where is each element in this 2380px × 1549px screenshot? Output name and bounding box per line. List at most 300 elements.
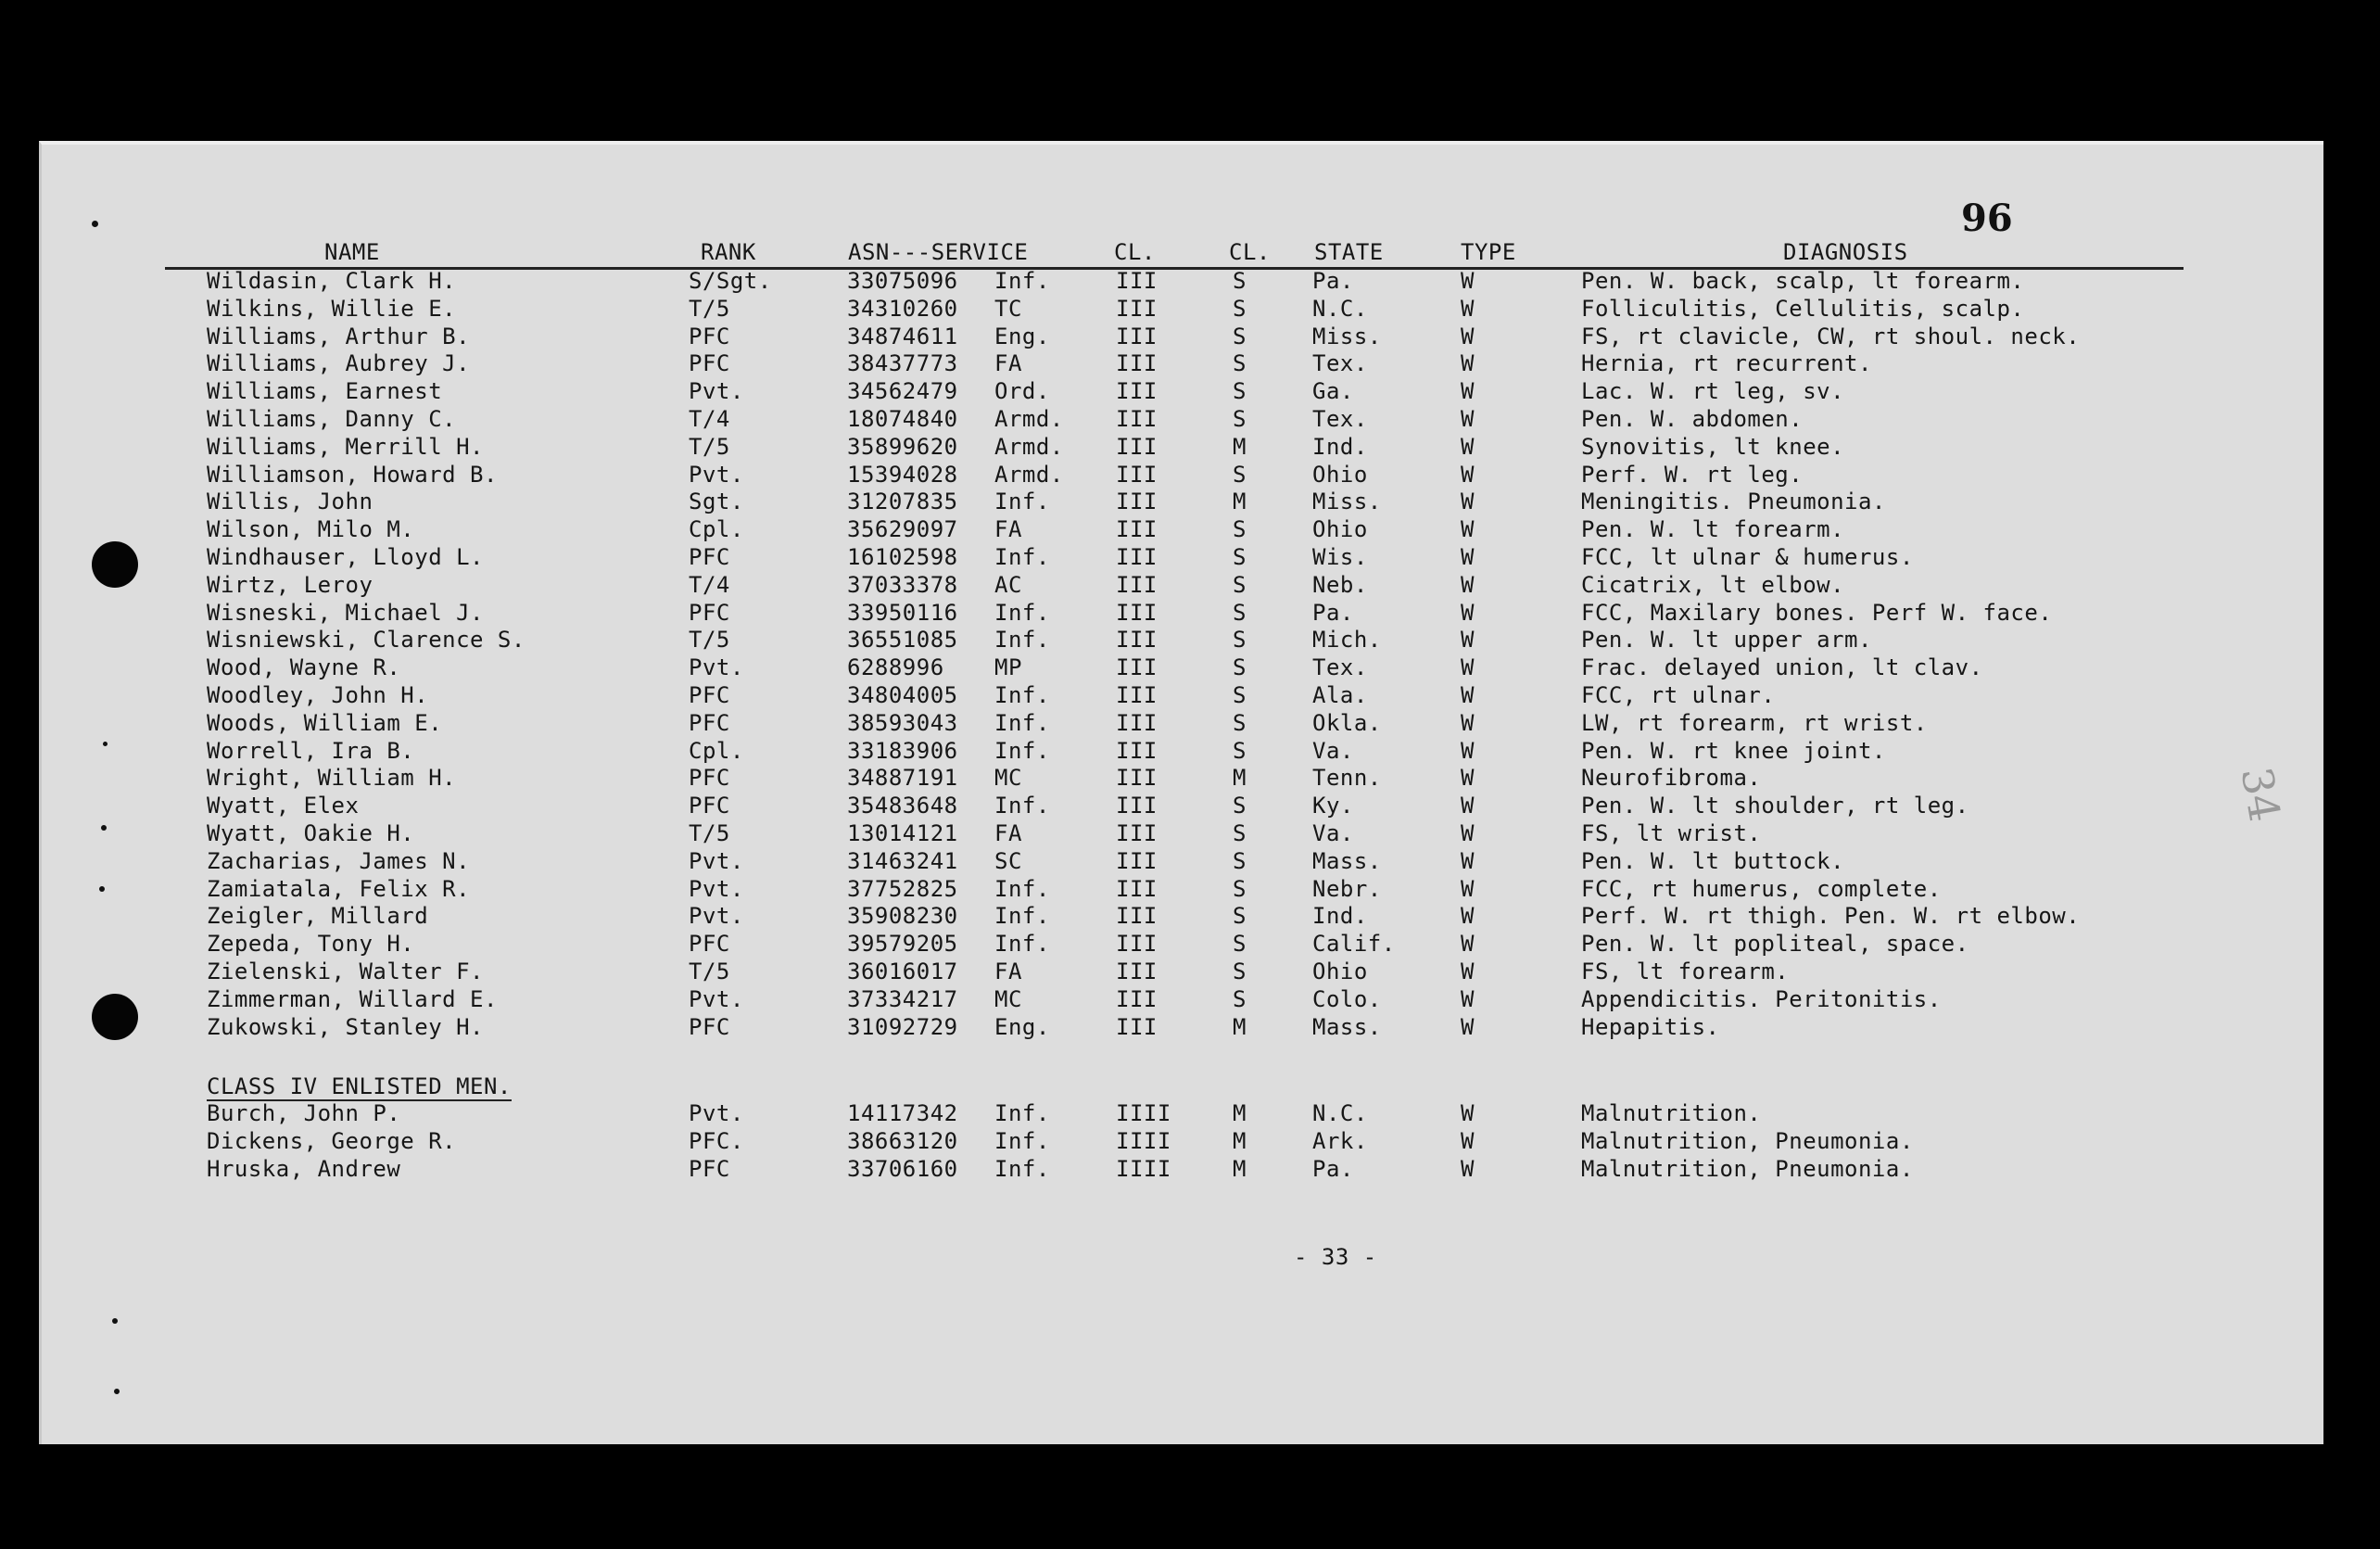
- table-row: [165, 681, 2204, 709]
- cell-rank: PFC: [689, 931, 730, 958]
- cell-rank: Pvt.: [689, 461, 744, 488]
- cell-service: Inf.: [994, 709, 1050, 736]
- cell-diagnosis: Hepapitis.: [1581, 1013, 1720, 1040]
- cell-state: Tex.: [1312, 654, 1368, 681]
- cell-service: Inf.: [994, 737, 1050, 764]
- header-rank: RANK: [701, 239, 756, 265]
- cell-diagnosis: Perf. W. rt thigh. Pen. W. rt elbow.: [1581, 903, 2081, 930]
- cell-name: Wildasin, Clark H.: [207, 268, 457, 294]
- cell-diagnosis: Malnutrition, Pneumonia.: [1581, 1127, 1914, 1154]
- cell-diagnosis: FS, rt clavicle, CW, rt shoul. neck.: [1581, 323, 2081, 349]
- cell-rank: PFC: [689, 765, 730, 792]
- cell-cl1: III: [1116, 654, 1158, 681]
- table-row: [165, 792, 2204, 819]
- cell-name: Burch, John P.: [207, 1100, 401, 1126]
- cell-type: W: [1461, 571, 1475, 598]
- cell-asn: 38437773: [847, 350, 958, 377]
- cell-rank: Pvt.: [689, 1100, 744, 1126]
- table-row: [165, 875, 2204, 903]
- cell-rank: Cpl.: [689, 516, 744, 543]
- cell-service: Inf.: [994, 599, 1050, 626]
- cell-type: W: [1461, 709, 1475, 736]
- table-row: [165, 764, 2204, 792]
- cell-name: Wilkins, Willie E.: [207, 295, 457, 322]
- cell-diagnosis: Lac. W. rt leg, sv.: [1581, 378, 1845, 405]
- cell-name: Woodley, John H.: [207, 681, 429, 708]
- cell-type: W: [1461, 627, 1475, 654]
- cell-service: TC: [994, 295, 1022, 322]
- cell-type: W: [1461, 931, 1475, 958]
- cell-asn: 14117342: [847, 1100, 958, 1126]
- margin-handwritten-note: 34: [2231, 763, 2290, 826]
- cell-state: Wis.: [1312, 543, 1368, 570]
- cell-service: FA: [994, 350, 1022, 377]
- cell-diagnosis: Hernia, rt recurrent.: [1581, 350, 1872, 377]
- records-list-class-iv: [165, 1099, 2204, 1182]
- section-title-class-iv: CLASS IV ENLISTED MEN.: [207, 1073, 512, 1099]
- cell-name: Williams, Danny C.: [207, 405, 457, 432]
- cell-asn: 35483648: [847, 793, 958, 819]
- cell-name: Wood, Wayne R.: [207, 654, 401, 681]
- cell-cl2: S: [1233, 793, 1247, 819]
- cell-service: Eng.: [994, 1013, 1050, 1040]
- cell-cl1: III: [1116, 323, 1158, 349]
- cell-cl2: S: [1233, 985, 1247, 1012]
- cell-cl2: S: [1233, 903, 1247, 930]
- cell-cl1: III: [1116, 903, 1158, 930]
- cell-name: Zeigler, Millard: [207, 903, 429, 930]
- cell-asn: 34562479: [847, 378, 958, 405]
- cell-cl1: III: [1116, 765, 1158, 792]
- cell-cl2: S: [1233, 268, 1247, 294]
- cell-state: Mass.: [1312, 847, 1382, 874]
- cell-asn: 31463241: [847, 847, 958, 874]
- cell-cl1: III: [1116, 985, 1158, 1012]
- speck: [101, 825, 107, 831]
- cell-name: Zimmerman, Willard E.: [207, 985, 498, 1012]
- cell-diagnosis: LW, rt forearm, rt wrist.: [1581, 709, 1928, 736]
- cell-type: W: [1461, 847, 1475, 874]
- cell-rank: T/5: [689, 627, 730, 654]
- cell-service: Inf.: [994, 489, 1050, 515]
- cell-cl1: III: [1116, 350, 1158, 377]
- cell-cl2: M: [1233, 433, 1247, 460]
- cell-name: Zielenski, Walter F.: [207, 958, 484, 984]
- cell-name: Willis, John: [207, 489, 373, 515]
- cell-service: Inf.: [994, 627, 1050, 654]
- cell-type: W: [1461, 350, 1475, 377]
- cell-cl2: M: [1233, 1100, 1247, 1126]
- cell-asn: 37752825: [847, 875, 958, 902]
- cell-state: Tenn.: [1312, 765, 1382, 792]
- cell-diagnosis: Malnutrition, Pneumonia.: [1581, 1155, 1914, 1182]
- cell-cl2: S: [1233, 543, 1247, 570]
- cell-cl1: III: [1116, 268, 1158, 294]
- cell-diagnosis: FS, lt wrist.: [1581, 819, 1762, 846]
- cell-cl2: S: [1233, 378, 1247, 405]
- table-row: [165, 515, 2204, 543]
- table-row: [165, 599, 2204, 627]
- cell-state: Okla.: [1312, 709, 1382, 736]
- cell-name: Zamiatala, Felix R.: [207, 875, 471, 902]
- cell-service: FA: [994, 819, 1022, 846]
- cell-rank: PFC: [689, 1155, 730, 1182]
- cell-diagnosis: FCC, lt ulnar & humerus.: [1581, 543, 1914, 570]
- cell-cl1: III: [1116, 681, 1158, 708]
- table-row: [165, 488, 2204, 515]
- cell-asn: 33075096: [847, 268, 958, 294]
- footer-page-number: - 33 -: [1294, 1244, 1377, 1270]
- cell-cl2: S: [1233, 516, 1247, 543]
- cell-cl1: III: [1116, 1013, 1158, 1040]
- cell-cl2: S: [1233, 737, 1247, 764]
- speck: [92, 221, 98, 227]
- cell-rank: T/4: [689, 571, 730, 598]
- cell-service: Armd.: [994, 405, 1064, 432]
- punch-hole-lower: [92, 994, 138, 1040]
- table-row: [165, 323, 2204, 350]
- cell-rank: Pvt.: [689, 378, 744, 405]
- cell-asn: 31092729: [847, 1013, 958, 1040]
- cell-asn: 39579205: [847, 931, 958, 958]
- cell-rank: T/5: [689, 295, 730, 322]
- cell-state: Pa.: [1312, 268, 1354, 294]
- cell-cl2: S: [1233, 599, 1247, 626]
- cell-diagnosis: Pen. W. lt forearm.: [1581, 516, 1845, 543]
- cell-state: Colo.: [1312, 985, 1382, 1012]
- cell-asn: 34804005: [847, 681, 958, 708]
- cell-service: AC: [994, 571, 1022, 598]
- cell-diagnosis: Pen. W. lt buttock.: [1581, 847, 1845, 874]
- cell-asn: 35629097: [847, 516, 958, 543]
- cell-name: Windhauser, Lloyd L.: [207, 543, 484, 570]
- cell-asn: 33183906: [847, 737, 958, 764]
- cell-state: N.C.: [1312, 295, 1368, 322]
- cell-name: Wyatt, Elex: [207, 793, 360, 819]
- cell-name: Wright, William H.: [207, 765, 457, 792]
- cell-diagnosis: Meningitis. Pneumonia.: [1581, 489, 1886, 515]
- cell-cl2: S: [1233, 627, 1247, 654]
- cell-state: Ky.: [1312, 793, 1354, 819]
- cell-cl1: III: [1116, 405, 1158, 432]
- cell-service: Ord.: [994, 378, 1050, 405]
- cell-type: W: [1461, 543, 1475, 570]
- cell-cl1: IIII: [1116, 1155, 1171, 1182]
- cell-type: W: [1461, 654, 1475, 681]
- cell-name: Zukowski, Stanley H.: [207, 1013, 484, 1040]
- cell-diagnosis: Frac. delayed union, lt clav.: [1581, 654, 1983, 681]
- cell-type: W: [1461, 323, 1475, 349]
- cell-diagnosis: Pen. W. rt knee joint.: [1581, 737, 1886, 764]
- cell-cl1: III: [1116, 793, 1158, 819]
- cell-rank: T/5: [689, 819, 730, 846]
- cell-service: FA: [994, 516, 1022, 543]
- cell-state: Pa.: [1312, 1155, 1354, 1182]
- table-row: [165, 930, 2204, 958]
- cell-asn: 34887191: [847, 765, 958, 792]
- cell-service: Inf.: [994, 875, 1050, 902]
- cell-diagnosis: Pen. W. lt popliteal, space.: [1581, 931, 1969, 958]
- cell-cl2: S: [1233, 819, 1247, 846]
- table-row: [165, 349, 2204, 377]
- table-row: [165, 295, 2204, 323]
- cell-asn: 35899620: [847, 433, 958, 460]
- cell-cl2: S: [1233, 571, 1247, 598]
- cell-type: W: [1461, 681, 1475, 708]
- cell-type: W: [1461, 1100, 1475, 1126]
- cell-service: Eng.: [994, 323, 1050, 349]
- table-row: [165, 1099, 2204, 1127]
- cell-type: W: [1461, 489, 1475, 515]
- cell-diagnosis: Malnutrition.: [1581, 1100, 1762, 1126]
- cell-service: Inf.: [994, 543, 1050, 570]
- cell-name: Williamson, Howard B.: [207, 461, 498, 488]
- cell-type: W: [1461, 819, 1475, 846]
- header-state: STATE: [1314, 239, 1384, 265]
- cell-service: MP: [994, 654, 1022, 681]
- table-row: [165, 543, 2204, 571]
- cell-diagnosis: Cicatrix, lt elbow.: [1581, 571, 1845, 598]
- cell-rank: T/5: [689, 958, 730, 984]
- cell-name: Williams, Earnest: [207, 378, 443, 405]
- table-row: [165, 958, 2204, 985]
- cell-cl2: S: [1233, 405, 1247, 432]
- cell-cl1: III: [1116, 516, 1158, 543]
- punch-hole-upper: [92, 541, 138, 588]
- cell-type: W: [1461, 958, 1475, 984]
- cell-name: Wilson, Milo M.: [207, 516, 415, 543]
- cell-cl1: III: [1116, 931, 1158, 958]
- table-row: [165, 737, 2204, 765]
- cell-rank: PFC: [689, 793, 730, 819]
- cell-state: Calif.: [1312, 931, 1396, 958]
- cell-state: Ind.: [1312, 903, 1368, 930]
- cell-type: W: [1461, 903, 1475, 930]
- table-row: [165, 377, 2204, 405]
- cell-type: W: [1461, 793, 1475, 819]
- cell-state: Ind.: [1312, 433, 1368, 460]
- cell-diagnosis: Pen. W. lt upper arm.: [1581, 627, 1872, 654]
- header-class-2: CL.: [1229, 239, 1271, 265]
- cell-state: Ark.: [1312, 1127, 1368, 1154]
- cell-type: W: [1461, 1155, 1475, 1182]
- cell-cl2: S: [1233, 931, 1247, 958]
- cell-state: Nebr.: [1312, 875, 1382, 902]
- cell-rank: PFC: [689, 323, 730, 349]
- cell-state: Tex.: [1312, 405, 1368, 432]
- cell-asn: 36551085: [847, 627, 958, 654]
- cell-service: Inf.: [994, 1100, 1050, 1126]
- cell-cl1: IIII: [1116, 1100, 1171, 1126]
- cell-asn: 34310260: [847, 295, 958, 322]
- cell-service: Inf.: [994, 268, 1050, 294]
- table-row: [165, 819, 2204, 847]
- cell-service: Armd.: [994, 461, 1064, 488]
- cell-asn: 15394028: [847, 461, 958, 488]
- cell-state: Miss.: [1312, 489, 1382, 515]
- cell-rank: Pvt.: [689, 985, 744, 1012]
- cell-asn: 34874611: [847, 323, 958, 349]
- cell-name: Dickens, George R.: [207, 1127, 457, 1154]
- cell-cl1: III: [1116, 543, 1158, 570]
- cell-cl1: III: [1116, 295, 1158, 322]
- cell-name: Woods, William E.: [207, 709, 443, 736]
- table-row: [165, 267, 2204, 295]
- cell-name: Hruska, Andrew: [207, 1155, 401, 1182]
- cell-service: Inf.: [994, 1155, 1050, 1182]
- cell-type: W: [1461, 1127, 1475, 1154]
- cell-cl1: III: [1116, 571, 1158, 598]
- table-row: [165, 571, 2204, 599]
- cell-cl2: M: [1233, 489, 1247, 515]
- cell-cl2: S: [1233, 461, 1247, 488]
- cell-asn: 38593043: [847, 709, 958, 736]
- cell-type: W: [1461, 599, 1475, 626]
- cell-rank: PFC.: [689, 1127, 744, 1154]
- speck: [114, 1389, 120, 1394]
- cell-type: W: [1461, 461, 1475, 488]
- cell-service: MC: [994, 985, 1022, 1012]
- cell-service: Inf.: [994, 931, 1050, 958]
- cell-rank: T/5: [689, 433, 730, 460]
- table-row: [165, 1127, 2204, 1155]
- cell-cl1: III: [1116, 461, 1158, 488]
- cell-name: Worrell, Ira B.: [207, 737, 415, 764]
- table-row: [165, 1155, 2204, 1183]
- cell-state: Tex.: [1312, 350, 1368, 377]
- cell-name: Williams, Arthur B.: [207, 323, 471, 349]
- cell-diagnosis: Neurofibroma.: [1581, 765, 1762, 792]
- cell-type: W: [1461, 765, 1475, 792]
- cell-service: FA: [994, 958, 1022, 984]
- cell-cl2: S: [1233, 295, 1247, 322]
- cell-cl2: S: [1233, 875, 1247, 902]
- cell-asn: 18074840: [847, 405, 958, 432]
- cell-asn: 36016017: [847, 958, 958, 984]
- cell-name: Zacharias, James N.: [207, 847, 471, 874]
- cell-state: Mass.: [1312, 1013, 1382, 1040]
- cell-cl1: III: [1116, 847, 1158, 874]
- cell-cl2: M: [1233, 765, 1247, 792]
- cell-cl2: S: [1233, 958, 1247, 984]
- cell-diagnosis: Pen. W. back, scalp, lt forearm.: [1581, 268, 2025, 294]
- cell-cl1: IIII: [1116, 1127, 1171, 1154]
- cell-asn: 33950116: [847, 599, 958, 626]
- cell-diagnosis: FS, lt forearm.: [1581, 958, 1790, 984]
- cell-cl2: S: [1233, 681, 1247, 708]
- cell-cl1: III: [1116, 433, 1158, 460]
- table-row: [165, 1013, 2204, 1041]
- cell-state: Va.: [1312, 819, 1354, 846]
- cell-type: W: [1461, 378, 1475, 405]
- cell-type: W: [1461, 268, 1475, 294]
- cell-diagnosis: Synovitis, lt knee.: [1581, 433, 1845, 460]
- cell-service: MC: [994, 765, 1022, 792]
- cell-rank: Pvt.: [689, 875, 744, 902]
- cell-service: Inf.: [994, 1127, 1050, 1154]
- cell-asn: 31207835: [847, 489, 958, 515]
- cell-state: Mich.: [1312, 627, 1382, 654]
- table-row: [165, 709, 2204, 737]
- cell-rank: PFC: [689, 1013, 730, 1040]
- cell-type: W: [1461, 433, 1475, 460]
- page-number: 96: [1961, 197, 2013, 240]
- records-list: [165, 267, 2204, 1040]
- cell-cl1: III: [1116, 489, 1158, 515]
- cell-name: Wirtz, Leroy: [207, 571, 373, 598]
- cell-rank: PFC: [689, 709, 730, 736]
- cell-asn: 16102598: [847, 543, 958, 570]
- table-header: [165, 239, 2184, 270]
- cell-cl1: III: [1116, 378, 1158, 405]
- speck: [103, 742, 108, 746]
- cell-type: W: [1461, 1013, 1475, 1040]
- cell-rank: PFC: [689, 681, 730, 708]
- table-row: [165, 902, 2204, 930]
- cell-state: Ohio: [1312, 461, 1368, 488]
- cell-state: Va.: [1312, 737, 1354, 764]
- cell-rank: Cpl.: [689, 737, 744, 764]
- table-row: [165, 461, 2204, 489]
- cell-cl2: M: [1233, 1013, 1247, 1040]
- cell-service: Inf.: [994, 793, 1050, 819]
- cell-state: Ohio: [1312, 516, 1368, 543]
- cell-diagnosis: Folliculitis, Cellulitis, scalp.: [1581, 295, 2025, 322]
- cell-diagnosis: Pen. W. abdomen.: [1581, 405, 1804, 432]
- cell-service: Inf.: [994, 681, 1050, 708]
- cell-type: W: [1461, 295, 1475, 322]
- cell-cl1: III: [1116, 627, 1158, 654]
- cell-rank: PFC: [689, 350, 730, 377]
- cell-asn: 38663120: [847, 1127, 958, 1154]
- cell-diagnosis: Perf. W. rt leg.: [1581, 461, 1804, 488]
- cell-rank: PFC: [689, 543, 730, 570]
- cell-cl2: S: [1233, 709, 1247, 736]
- cell-cl1: III: [1116, 958, 1158, 984]
- header-class-1: CL.: [1114, 239, 1156, 265]
- cell-cl1: III: [1116, 709, 1158, 736]
- cell-rank: S/Sgt.: [689, 268, 772, 294]
- cell-cl2: M: [1233, 1155, 1247, 1182]
- cell-asn: 33706160: [847, 1155, 958, 1182]
- header-asn-service: ASN---SERVICE: [848, 239, 1029, 265]
- cell-cl2: S: [1233, 323, 1247, 349]
- cell-cl1: III: [1116, 819, 1158, 846]
- cell-asn: 13014121: [847, 819, 958, 846]
- cell-asn: 37334217: [847, 985, 958, 1012]
- cell-asn: 37033378: [847, 571, 958, 598]
- cell-name: Williams, Aubrey J.: [207, 350, 471, 377]
- cell-type: W: [1461, 737, 1475, 764]
- header-diagnosis: DIAGNOSIS: [1783, 239, 1908, 265]
- header-type: TYPE: [1461, 239, 1516, 265]
- cell-cl1: III: [1116, 875, 1158, 902]
- cell-name: Wisneski, Michael J.: [207, 599, 484, 626]
- header-name: NAME: [324, 239, 380, 265]
- cell-service: SC: [994, 847, 1022, 874]
- cell-type: W: [1461, 875, 1475, 902]
- cell-asn: 6288996: [847, 654, 944, 681]
- cell-state: Ga.: [1312, 378, 1354, 405]
- cell-type: W: [1461, 985, 1475, 1012]
- table-row: [165, 626, 2204, 654]
- cell-state: N.C.: [1312, 1100, 1368, 1126]
- cell-cl2: S: [1233, 654, 1247, 681]
- cell-state: Ala.: [1312, 681, 1368, 708]
- cell-service: Inf.: [994, 903, 1050, 930]
- cell-service: Armd.: [994, 433, 1064, 460]
- cell-state: Miss.: [1312, 323, 1382, 349]
